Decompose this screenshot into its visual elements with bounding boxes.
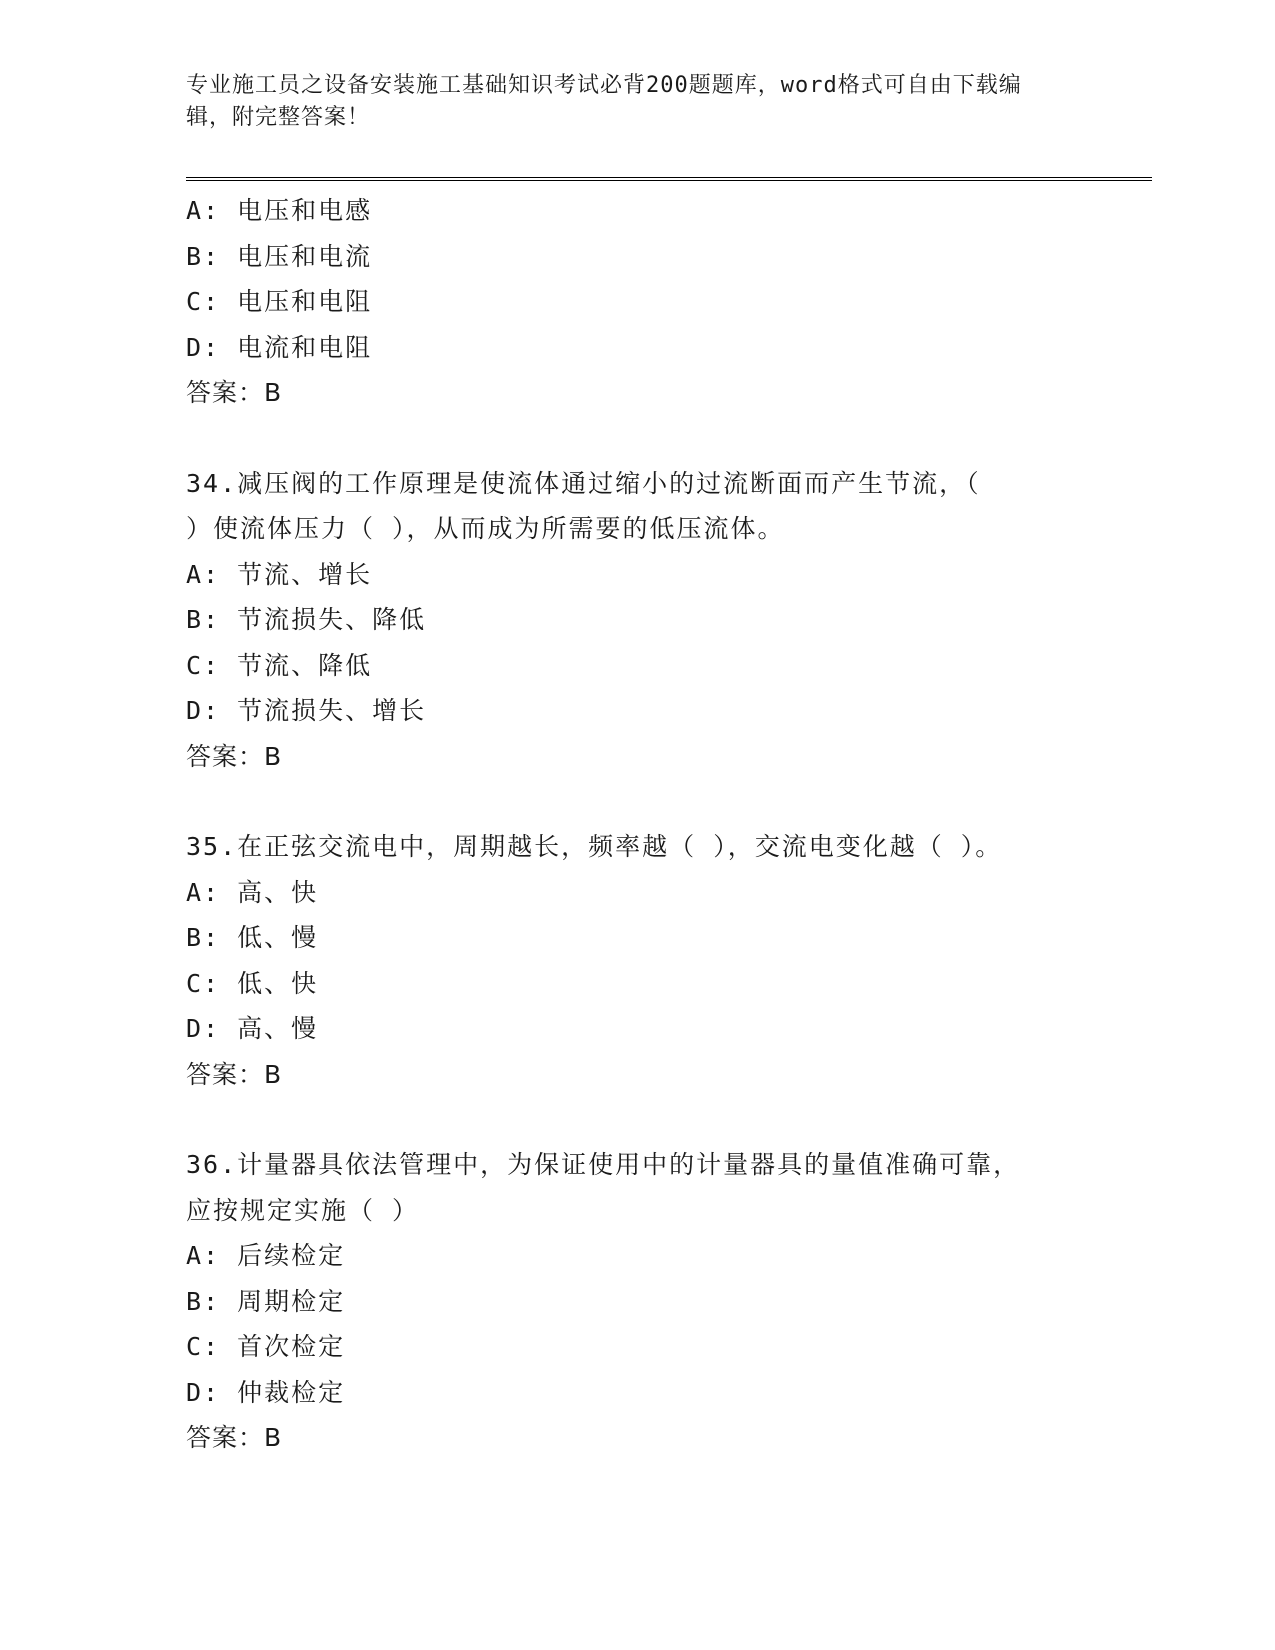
question-stem: 34.减压阀的工作原理是使流体通过缩小的过流断面而产生节流，（ (186, 468, 981, 498)
question-36 (186, 1142, 1066, 1461)
question-stem: 36.计量器具依法管理中，为保证使用中的计量器具的量值准确可靠， (186, 1150, 1021, 1179)
question-34 (186, 461, 1066, 780)
option-d: D: 节流损失、增长 (186, 696, 427, 725)
document-header: 专业施工员之设备安装施工基础知识考试必背200题题库，word格式可自由下载编辑，附完整答案！ (186, 73, 1022, 130)
question-stem: 35.在正弦交流电中，周期越长，频率越（ ），交流电变化越（ ）。 (186, 832, 1003, 861)
answer-line: 答案：B (186, 1059, 283, 1089)
option-a: A: 后续检定 (186, 1241, 346, 1270)
option-d: D: 仲裁检定 (186, 1377, 346, 1407)
question-33-continued (186, 188, 1066, 416)
answer-line: 答案：B (186, 378, 283, 407)
option-b: B: 周期检定 (186, 1286, 346, 1316)
option-b: B: 节流损失、降低 (186, 605, 427, 634)
option-a: A: 节流、增长 (186, 559, 373, 589)
question-stem-cont: ）使流体压力（ ），从而成为所需要的低压流体。 (186, 514, 785, 543)
option-a: A: 高、快 (186, 877, 319, 907)
option-c: C: 节流、降低 (186, 650, 373, 680)
option-c: C: 首次检定 (186, 1332, 346, 1361)
option-d: D: 电流和电阻 (186, 332, 373, 362)
answer-line: 答案：B (186, 1423, 283, 1452)
option-c: C: 低、快 (186, 968, 319, 998)
question-stem-cont: 应按规定实施（ ） (186, 1195, 420, 1225)
option-b: B: 低、慢 (186, 923, 319, 952)
header-divider (186, 177, 1152, 181)
option-a: A: 电压和电感 (186, 196, 373, 225)
question-list (186, 188, 1066, 1461)
answer-line: 答案：B (186, 741, 283, 771)
option-d: D: 高、慢 (186, 1014, 319, 1043)
question-35 (186, 824, 1066, 1097)
option-b: B: 电压和电流 (186, 241, 373, 271)
option-c: C: 电压和电阻 (186, 287, 373, 316)
